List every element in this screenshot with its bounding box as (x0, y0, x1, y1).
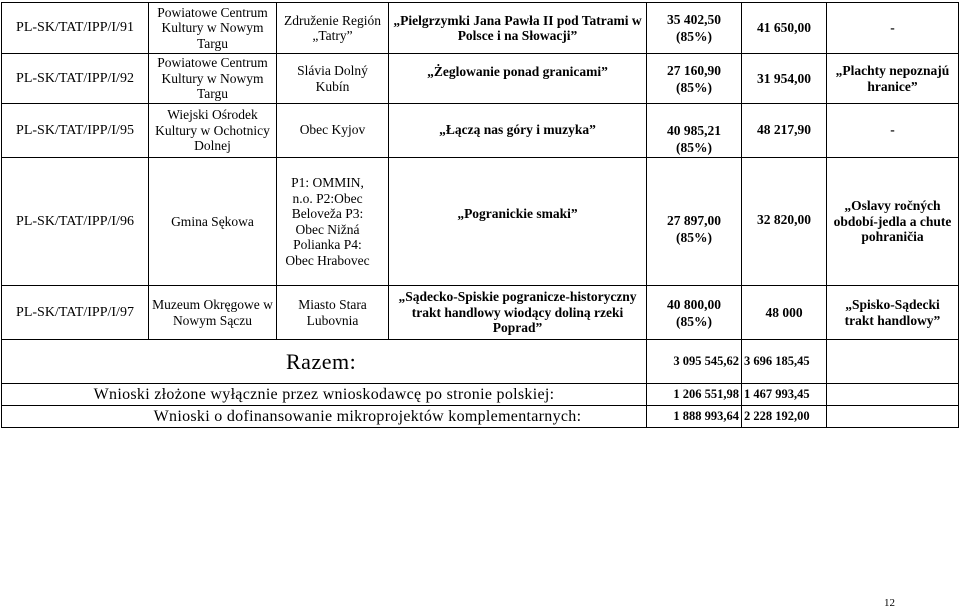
remark: „Spisko-Sądecki trakt handlowy” (827, 286, 959, 340)
polish-only-label: Wnioski złożone wyłącznie przez wnioskodawcę po stronie polskiej: (2, 384, 647, 406)
project-title: „Pogranickie smaki” (389, 158, 647, 286)
polish-partner: Muzeum Okręgowe w Nowym Sączu (149, 286, 277, 340)
eu-amount (647, 104, 742, 158)
eu-amount-percent: (85%) (676, 29, 712, 44)
eu-amount-value: 40 800,00 (667, 296, 721, 312)
eu-amount (647, 54, 742, 104)
table-row (2, 158, 959, 286)
slovak-partner: P1: OMMIN, n.o. P2:Obec Beloveža P3: Obec Nižná Polianka P4: Obec Hrabovec (277, 158, 389, 286)
project-title: „Pielgrzymki Jana Pawła II pod Tatrami w Polsce i na Słowacji” (389, 3, 647, 54)
projects-table (1, 2, 959, 428)
total-amount: 32 820,00 (742, 158, 827, 286)
total-amount: 48 000 (742, 286, 827, 340)
eu-amount (647, 3, 742, 54)
empty-cell (827, 406, 959, 428)
polish-partner: Wiejski Ośrodek Kultury w Ochotnicy Dolnej (149, 104, 277, 158)
total-amount-sum: 3 696 185,45 (742, 340, 827, 384)
project-code: PL-SK/TAT/IPP/I/92 (2, 54, 149, 104)
project-code: PL-SK/TAT/IPP/I/91 (2, 3, 149, 54)
project-code: PL-SK/TAT/IPP/I/95 (2, 104, 149, 158)
total-eu-amount: 3 095 545,62 (647, 340, 742, 384)
slovak-partner: Slávia Dolný Kubín (277, 54, 389, 104)
remark: - (827, 3, 959, 54)
total-label: Razem: (2, 340, 647, 384)
page-number: 12 (884, 597, 895, 609)
total-amount: 41 650,00 (742, 3, 827, 54)
slovak-partner: Obec Kyjov (277, 104, 389, 158)
eu-amount-value: 40 985,21 (667, 123, 721, 138)
polish-only-eu-amount: 1 206 551,98 (647, 384, 742, 406)
table-row-summary (2, 406, 959, 428)
eu-amount (647, 158, 742, 286)
complementary-label: Wnioski o dofinansowanie mikroprojektów komplementarnych: (2, 406, 647, 428)
eu-amount-percent: (85%) (676, 230, 712, 245)
polish-partner: Gmina Sękowa (149, 158, 277, 286)
eu-amount-value: 27 897,00 (667, 213, 721, 228)
table-row (2, 54, 959, 104)
table-row (2, 3, 959, 54)
eu-amount-value: 27 160,90 (667, 62, 721, 78)
remark: - (827, 104, 959, 158)
slovak-partner: Združenie Región „Tatry” (277, 3, 389, 54)
slovak-partner: Miasto Stara Lubovnia (277, 286, 389, 340)
project-title: „Żeglowanie ponad granicami” (389, 54, 647, 104)
table-row-total (2, 340, 959, 384)
eu-amount (647, 286, 742, 340)
remark: „Plachty nepoznajú hranice” (827, 54, 959, 104)
total-amount: 31 954,00 (742, 54, 827, 104)
remark: „Oslavy ročných období-jedla a chute pohraničia (827, 158, 959, 286)
project-title: „Łączą nas góry i muzyka” (389, 104, 647, 158)
polish-partner: Powiatowe Centrum Kultury w Nowym Targu (149, 54, 277, 104)
eu-amount-value: 35 402,50 (667, 12, 721, 27)
polish-only-total: 1 467 993,45 (742, 384, 827, 406)
table-row-summary (2, 384, 959, 406)
total-amount: 48 217,90 (742, 104, 827, 158)
complementary-total: 2 228 192,00 (742, 406, 827, 428)
eu-amount-percent: (85%) (676, 140, 712, 155)
project-code: PL-SK/TAT/IPP/I/96 (2, 158, 149, 286)
table-row (2, 104, 959, 158)
eu-amount-percent: (85%) (676, 313, 712, 329)
table-row (2, 286, 959, 340)
complementary-eu-amount: 1 888 993,64 (647, 406, 742, 428)
eu-amount-percent: (85%) (676, 79, 712, 95)
empty-cell (827, 384, 959, 406)
project-code: PL-SK/TAT/IPP/I/97 (2, 286, 149, 340)
polish-partner: Powiatowe Centrum Kultury w Nowym Targu (149, 3, 277, 54)
empty-cell (827, 340, 959, 384)
project-title: „Sądecko-Spiskie pogranicze-historyczny trakt handlowy wiodący doliną rzeki Poprad” (389, 286, 647, 340)
